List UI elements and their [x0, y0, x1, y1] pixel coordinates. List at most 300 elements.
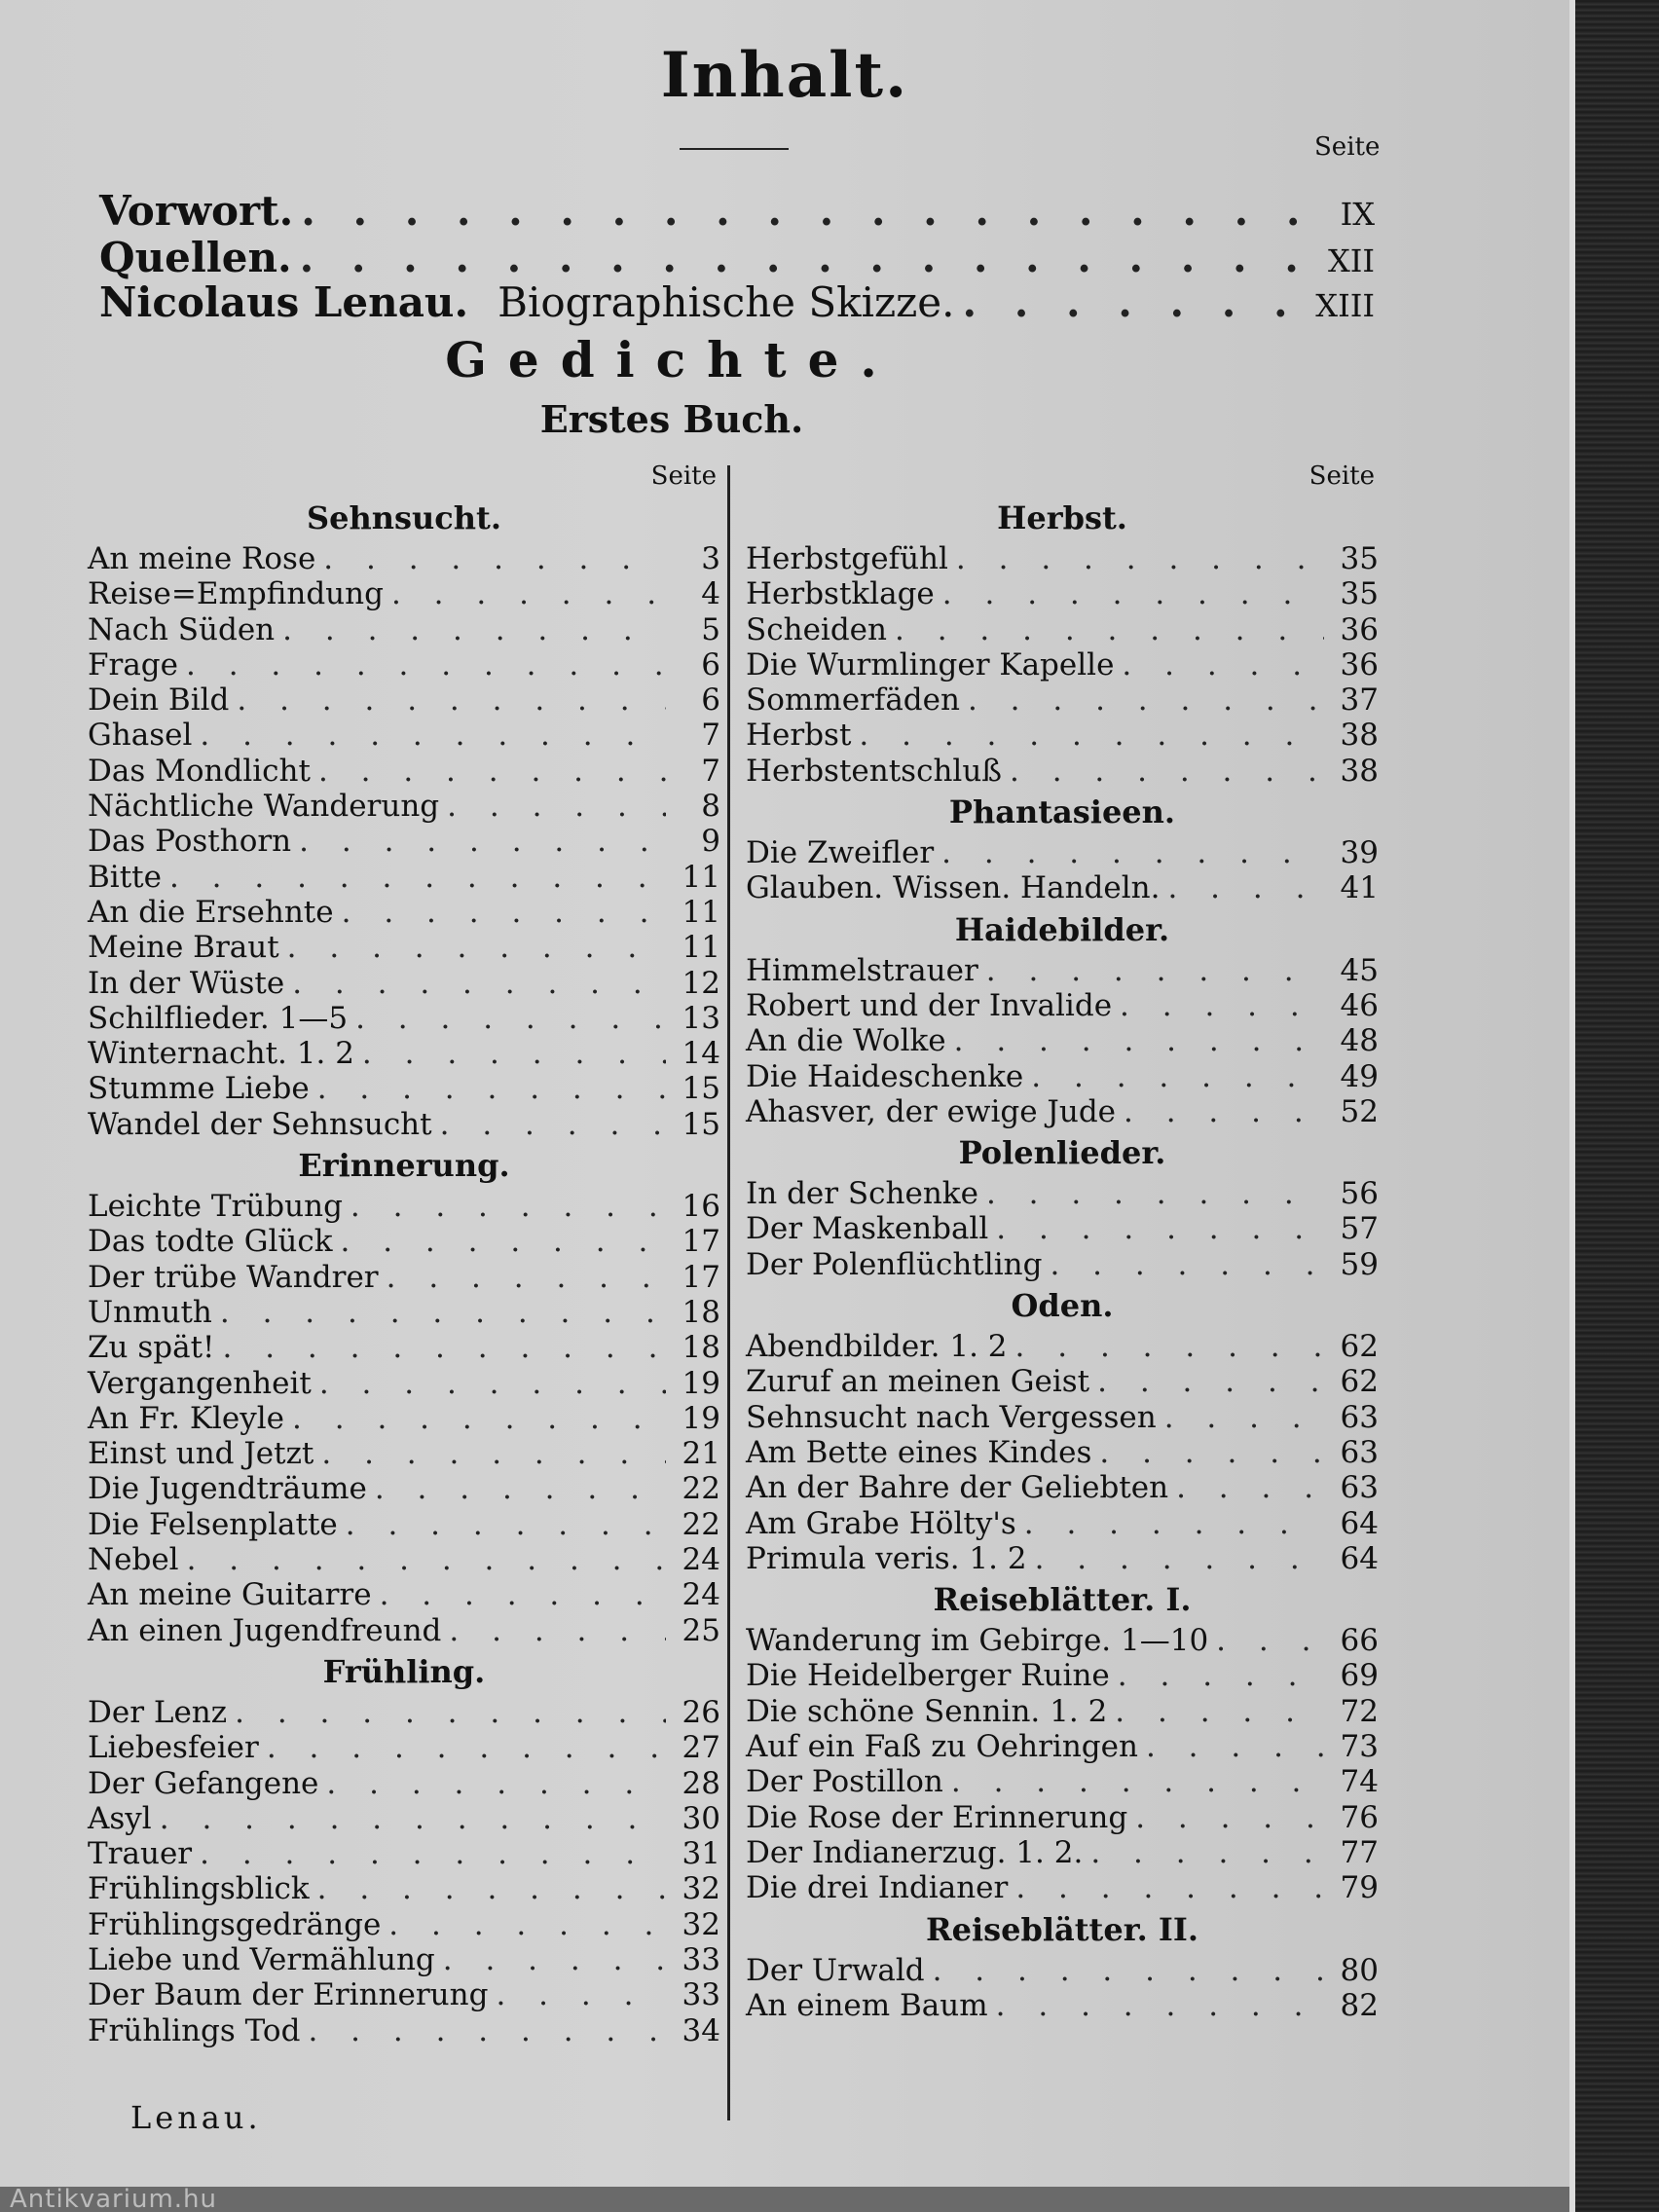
toc-entry	[88, 1542, 720, 1577]
entry-page-number: 59	[1340, 1246, 1379, 1282]
entry-page-number: 31	[682, 1836, 720, 1872]
entry-title: Herbstgefühl	[746, 541, 948, 576]
entry-title: Frühlingsgedränge	[88, 1906, 382, 1942]
leader-dots	[235, 1695, 666, 1730]
entry-title: Reise=Empfindung	[88, 576, 384, 612]
toc-entry	[88, 754, 720, 789]
leader-dots	[380, 1577, 666, 1612]
entry-page-number: 19	[682, 1400, 720, 1436]
toc-entry	[746, 1988, 1379, 2023]
toc-entry	[746, 682, 1379, 718]
entry-title: An Fr. Kleyle	[88, 1400, 285, 1436]
entry-page-number: 38	[1340, 718, 1379, 754]
leader-dots	[223, 1330, 666, 1365]
entry-page-number: 64	[1340, 1505, 1379, 1541]
entry-page-number: 19	[682, 1365, 720, 1401]
entry-title: Wanderung im Gebirge. 1—10	[746, 1623, 1209, 1659]
entry-page-number: 63	[1340, 1434, 1379, 1470]
leader-dots	[968, 682, 1324, 718]
entry-page-number: 52	[1340, 1093, 1379, 1129]
entry-page-number: 46	[1340, 987, 1379, 1023]
entry-page-number: 21	[682, 1436, 720, 1472]
leader-dots	[496, 1977, 666, 2012]
entry-page-number: 11	[682, 894, 720, 930]
leader-dots	[301, 187, 1309, 235]
entry-page-number: 28	[682, 1765, 720, 1801]
entry-title: Das Posthorn	[88, 824, 292, 860]
entry-page-number: 33	[682, 1941, 720, 1977]
entry-title: Die drei Indianer	[746, 1870, 1009, 1906]
leader-dots	[996, 1211, 1324, 1246]
leader-dots	[1124, 1094, 1324, 1129]
leader-dots	[1176, 1470, 1324, 1505]
leader-dots	[169, 860, 666, 895]
toc-entry	[746, 754, 1379, 789]
toc-entry	[746, 1470, 1379, 1505]
leader-dots	[1090, 1835, 1324, 1870]
toc-entry	[88, 1695, 720, 1730]
entry-title: Der Lenz	[88, 1694, 228, 1730]
entry-page-number: 22	[682, 1471, 720, 1507]
entry-title: Der Postillon	[746, 1764, 943, 1800]
leader-dots	[449, 1613, 666, 1648]
leader-dots	[1122, 647, 1324, 682]
entry-page-number: 15	[682, 1071, 720, 1107]
entry-title: Der Urwald	[746, 1952, 925, 1988]
toc-entry	[746, 1059, 1379, 1094]
entry-page-number: 79	[1340, 1870, 1379, 1906]
leader-dots	[220, 1295, 666, 1330]
section-heading: Haidebilder.	[954, 910, 1170, 948]
leader-dots	[1115, 1694, 1324, 1729]
toc-entry	[746, 1541, 1379, 1576]
section-heading: Sehnsucht.	[307, 499, 501, 536]
toc-entry	[88, 1471, 720, 1506]
leader-dots	[200, 1836, 666, 1871]
entry-title: Ahasver, der ewige Jude	[746, 1093, 1117, 1129]
entry-title: Die Wurmlinger Kapelle	[746, 646, 1115, 682]
toc-entry	[746, 1729, 1379, 1764]
leader-dots	[300, 234, 1309, 281]
entry-page-number: 4	[701, 576, 720, 612]
entry-title: Die Jugendträume	[88, 1471, 367, 1507]
entry-title: Der Baum der Erinnerung	[88, 1977, 489, 2013]
entry-title: Wandel der Sehnsucht	[88, 1106, 432, 1142]
entry-title: Die Felsenplatte	[88, 1506, 338, 1542]
front-matter-page: XIII	[1315, 287, 1375, 324]
front-matter-label: Quellen.	[99, 234, 292, 281]
entry-page-number: 41	[1340, 870, 1379, 906]
entry-title: Der Maskenball	[746, 1211, 989, 1247]
entry-page-number: 24	[682, 1542, 720, 1578]
entry-page-number: 82	[1340, 1987, 1379, 2023]
entry-page-number: 77	[1340, 1834, 1379, 1870]
entry-page-number: 73	[1340, 1729, 1379, 1765]
entry-page-number: 6	[701, 682, 720, 719]
leader-dots	[341, 1224, 666, 1259]
footer-signature: Lenau.	[130, 2099, 262, 2136]
entry-title: Die Haideschenke	[746, 1058, 1024, 1094]
leader-dots	[292, 966, 666, 1001]
toc-entry	[746, 1506, 1379, 1541]
leader-dots	[282, 612, 666, 647]
entry-page-number: 64	[1340, 1540, 1379, 1576]
section-heading: Frühling.	[322, 1652, 486, 1690]
toc-entry	[88, 1366, 720, 1401]
leader-dots	[447, 789, 666, 824]
leader-dots	[326, 1766, 666, 1801]
leader-dots	[1024, 1506, 1324, 1541]
leader-dots	[1015, 1329, 1324, 1364]
toc-entry	[88, 1224, 720, 1259]
entry-page-number: 12	[682, 965, 720, 1001]
front-matter-page: XII	[1327, 242, 1375, 279]
toc-entry	[88, 576, 720, 611]
toc-entry	[746, 953, 1379, 988]
leader-dots	[996, 1988, 1324, 2023]
entry-title: Schilflieder. 1—5	[88, 1000, 349, 1036]
entry-page-number: 25	[682, 1612, 720, 1648]
entry-page-number: 69	[1340, 1658, 1379, 1694]
toc-entry	[88, 2013, 720, 2048]
entry-title: Der trübe Wandrer	[88, 1259, 379, 1295]
toc-entry	[88, 1871, 720, 1906]
entry-page-number: 16	[682, 1189, 720, 1225]
front-matter-row	[99, 234, 1375, 281]
toc-entry	[746, 612, 1379, 647]
toc-entry	[746, 1800, 1379, 1835]
entry-page-number: 13	[682, 1000, 720, 1036]
leader-dots	[440, 1107, 666, 1142]
leader-dots	[986, 1176, 1324, 1211]
front-matter-row	[99, 278, 1375, 326]
leader-dots	[355, 1001, 666, 1036]
entry-page-number: 7	[701, 753, 720, 789]
entry-title: Abendbilder. 1. 2	[746, 1329, 1008, 1365]
entry-title: Nächtliche Wanderung	[88, 789, 440, 825]
entry-page-number: 30	[682, 1800, 720, 1836]
toc-entry	[746, 1870, 1379, 1905]
toc-entry	[746, 718, 1379, 753]
toc-entry	[746, 1435, 1379, 1470]
entry-title: Winternacht. 1. 2	[88, 1036, 354, 1072]
toc-entry	[746, 1176, 1379, 1211]
leader-dots	[1035, 1541, 1324, 1576]
toc-entry	[746, 541, 1379, 576]
leader-dots	[1120, 988, 1324, 1023]
leader-dots	[951, 1764, 1324, 1799]
entry-title: Frühlingsblick	[88, 1871, 310, 1907]
seite-label: Seite	[650, 461, 717, 491]
toc-entry	[746, 1953, 1379, 1988]
entry-page-number: 76	[1340, 1799, 1379, 1835]
entry-page-number: 62	[1340, 1364, 1379, 1400]
entry-title: Die Rose der Erinnerung	[746, 1799, 1128, 1835]
toc-entry	[88, 1295, 720, 1330]
toc-entry	[88, 1189, 720, 1224]
entry-title: Liebe und Vermählung	[88, 1941, 435, 1977]
entry-page-number: 36	[1340, 646, 1379, 682]
entry-title: Der Polenflüchtling	[746, 1246, 1043, 1282]
leader-dots	[1118, 1658, 1324, 1693]
entry-title: Herbstentschluß	[746, 753, 1003, 789]
entry-page-number: 63	[1340, 1470, 1379, 1506]
entry-title: Herbstklage	[746, 576, 935, 612]
leader-dots	[267, 1730, 666, 1765]
entry-title: Robert und der Invalide	[746, 987, 1113, 1023]
entry-title: Glauben. Wissen. Handeln.	[746, 870, 1161, 906]
entry-title: Himmelstrauer	[746, 952, 978, 988]
leader-dots	[319, 1366, 666, 1401]
entry-title: Ghasel	[88, 718, 193, 754]
entry-title: Die Heidelberger Ruine	[746, 1658, 1110, 1694]
toc-entry	[88, 966, 720, 1001]
leader-dots	[1099, 1435, 1324, 1470]
entry-page-number: 8	[701, 789, 720, 825]
toc-entry	[746, 1247, 1379, 1282]
toc-entry	[746, 870, 1379, 905]
entry-title: Sommerfäden	[746, 682, 960, 719]
entry-page-number: 5	[701, 611, 720, 647]
entry-title: Einst und Jetzt	[88, 1436, 314, 1472]
section-heading: Oden.	[1011, 1287, 1114, 1325]
toc-entry	[746, 1835, 1379, 1870]
entry-page-number: 22	[682, 1506, 720, 1542]
entry-title: Am Grabe Hölty's	[746, 1505, 1016, 1541]
leader-dots	[1010, 754, 1324, 789]
toc-entry	[88, 1036, 720, 1071]
entry-title: Liebesfeier	[88, 1730, 259, 1766]
entry-page-number: 3	[701, 541, 720, 576]
toc-entry	[746, 1623, 1379, 1658]
leader-dots	[933, 1953, 1324, 1988]
toc-entry	[746, 835, 1379, 870]
entry-title: Leichte Trübung	[88, 1189, 343, 1225]
entry-title: An die Wolke	[746, 1023, 946, 1059]
entry-page-number: 17	[682, 1259, 720, 1295]
entry-title: Nebel	[88, 1542, 179, 1578]
leader-dots	[895, 612, 1324, 647]
seite-label: Seite	[1309, 461, 1375, 491]
toc-entry	[746, 1329, 1379, 1364]
toc-entry	[88, 1836, 720, 1871]
toc-entry	[88, 1977, 720, 2012]
section-heading: Reiseblätter. I.	[933, 1581, 1192, 1619]
leader-dots	[1015, 1870, 1324, 1905]
entry-title: In der Wüste	[88, 965, 285, 1001]
entry-title: Zu spät!	[88, 1330, 215, 1366]
entry-title: Vergangenheit	[88, 1365, 312, 1401]
toc-entry	[88, 1613, 720, 1648]
leader-dots	[318, 754, 666, 789]
book-title: Erstes Buch.	[539, 397, 804, 441]
entry-page-number: 27	[682, 1730, 720, 1766]
leader-dots	[350, 1189, 666, 1224]
entry-page-number: 18	[682, 1294, 720, 1330]
entry-title: Die Zweifler	[746, 835, 935, 871]
entry-title: An einem Baum	[746, 1987, 988, 2023]
leader-dots	[160, 1801, 666, 1836]
leader-dots	[299, 824, 666, 859]
toc-entry	[88, 895, 720, 930]
toc-entry	[88, 1730, 720, 1765]
leader-dots	[941, 835, 1324, 870]
entry-page-number: 32	[682, 1871, 720, 1907]
entry-title: Frühlings Tod	[88, 2012, 301, 2048]
entry-title: An die Ersehnte	[88, 894, 334, 930]
entry-title: An meine Guitarre	[88, 1577, 372, 1613]
watermark-text: Antikvarium.hu	[0, 2187, 1569, 2212]
entry-title: Zuruf an meinen Geist	[746, 1364, 1090, 1400]
leader-dots	[323, 541, 666, 576]
entry-page-number: 66	[1340, 1623, 1379, 1659]
toc-entry	[746, 1400, 1379, 1435]
leader-dots	[962, 278, 1308, 326]
leader-dots	[292, 1401, 666, 1436]
leader-dots	[321, 1436, 666, 1471]
toc-entry	[88, 682, 720, 718]
section-heading: Phantasieen.	[948, 793, 1176, 831]
leader-dots	[1135, 1800, 1324, 1835]
leader-dots	[186, 647, 666, 682]
toc-entry	[746, 1764, 1379, 1799]
section-heading: Herbst.	[997, 499, 1127, 536]
leader-dots	[287, 930, 666, 965]
toc-entry	[88, 1507, 720, 1542]
entry-page-number: 15	[682, 1106, 720, 1142]
front-matter-label: Vorwort.	[99, 187, 294, 235]
leader-dots	[317, 1871, 666, 1906]
leader-dots	[237, 682, 666, 718]
entry-page-number: 37	[1340, 682, 1379, 719]
front-matter-row	[99, 187, 1375, 235]
entry-page-number: 63	[1340, 1399, 1379, 1435]
toc-entry	[88, 930, 720, 965]
entry-title: Asyl	[88, 1800, 152, 1836]
section-heading: Reiseblätter. II.	[926, 1910, 1198, 1948]
entry-page-number: 35	[1340, 576, 1379, 612]
toc-entry	[88, 1001, 720, 1036]
entry-page-number: 17	[682, 1224, 720, 1260]
toc-entry	[88, 647, 720, 682]
leader-dots	[375, 1471, 666, 1506]
leader-dots	[187, 1542, 666, 1577]
toc-entry	[746, 988, 1379, 1023]
toc-entry	[88, 789, 720, 824]
section-heading: Polenlieder.	[958, 1134, 1166, 1172]
entry-title: Die schöne Sennin. 1. 2	[746, 1693, 1108, 1729]
toc-entry	[88, 1260, 720, 1295]
entry-page-number: 11	[682, 930, 720, 966]
entry-title: Trauer	[88, 1836, 193, 1872]
entry-page-number: 45	[1340, 952, 1379, 988]
entry-page-number: 6	[701, 646, 720, 682]
entry-title: Sehnsucht nach Vergessen	[746, 1399, 1157, 1435]
entry-page-number: 72	[1340, 1693, 1379, 1729]
entry-page-number: 48	[1340, 1023, 1379, 1059]
leader-dots	[200, 718, 666, 753]
leader-dots	[346, 1507, 666, 1542]
entry-title: Stumme Liebe	[88, 1071, 310, 1107]
entry-page-number: 49	[1340, 1058, 1379, 1094]
entry-page-number: 57	[1340, 1211, 1379, 1247]
entry-page-number: 32	[682, 1906, 720, 1942]
entry-page-number: 62	[1340, 1329, 1379, 1365]
toc-entry	[746, 647, 1379, 682]
toc-entry	[88, 612, 720, 647]
entry-title: Auf ein Faß zu Oehringen	[746, 1729, 1138, 1765]
toc-entry	[88, 541, 720, 576]
leader-dots	[859, 718, 1324, 753]
leader-dots	[388, 1907, 666, 1942]
leader-dots	[342, 895, 666, 930]
toc-entry	[88, 1107, 720, 1142]
leader-dots	[1216, 1623, 1324, 1658]
section-heading: Erinnerung.	[298, 1147, 510, 1185]
entry-page-number: 38	[1340, 753, 1379, 789]
entry-page-number: 39	[1340, 835, 1379, 871]
toc-entry	[88, 824, 720, 859]
entry-title: Das Mondlicht	[88, 753, 311, 789]
leader-dots	[443, 1942, 666, 1977]
toc-entry	[746, 1658, 1379, 1693]
toc-entry	[746, 1094, 1379, 1129]
toc-entry	[88, 860, 720, 895]
entry-title: Am Bette eines Kindes	[746, 1434, 1092, 1470]
book-binding	[1569, 0, 1659, 2212]
entry-title: Herbst	[746, 718, 852, 754]
leader-dots	[942, 576, 1324, 611]
leader-dots	[308, 2013, 666, 2048]
entry-title: Primula veris. 1. 2	[746, 1540, 1027, 1576]
entry-page-number: 33	[682, 1977, 720, 2013]
entry-page-number: 36	[1340, 611, 1379, 647]
entry-page-number: 56	[1340, 1176, 1379, 1212]
toc-entry	[746, 576, 1379, 611]
entry-title: Dein Bild	[88, 682, 230, 719]
column-divider	[727, 465, 730, 2120]
front-matter-sublabel: Biographische Skizze.	[498, 278, 955, 326]
entry-page-number: 34	[682, 2012, 720, 2048]
toc-entry	[746, 1023, 1379, 1058]
seite-label-top: Seite	[1314, 132, 1381, 162]
leader-dots	[391, 576, 666, 611]
toc-entry	[88, 1330, 720, 1365]
entry-page-number: 24	[682, 1577, 720, 1613]
leader-dots	[387, 1260, 666, 1295]
entry-title: Nach Süden	[88, 611, 276, 647]
entry-title: An einen Jugendfreund	[88, 1612, 442, 1648]
entry-title: Meine Braut	[88, 930, 279, 966]
leader-dots	[1164, 1400, 1324, 1435]
toc-entry	[746, 1694, 1379, 1729]
toc-entry	[88, 1801, 720, 1836]
entry-page-number: 11	[682, 859, 720, 895]
toc-entry	[88, 1907, 720, 1942]
entry-title: In der Schenke	[746, 1176, 978, 1212]
entry-title: Unmuth	[88, 1294, 212, 1330]
entry-title: Der Indianerzug. 1. 2.	[746, 1834, 1084, 1870]
toc-entry	[88, 1436, 720, 1471]
title-rule	[680, 148, 789, 150]
leader-dots	[1167, 870, 1324, 905]
front-matter-page: IX	[1340, 196, 1375, 233]
entry-page-number: 14	[682, 1036, 720, 1072]
leader-dots	[1146, 1729, 1324, 1764]
entry-title: Frage	[88, 646, 178, 682]
entry-title: Scheiden	[746, 611, 887, 647]
entry-title: Das todte Glück	[88, 1224, 333, 1260]
